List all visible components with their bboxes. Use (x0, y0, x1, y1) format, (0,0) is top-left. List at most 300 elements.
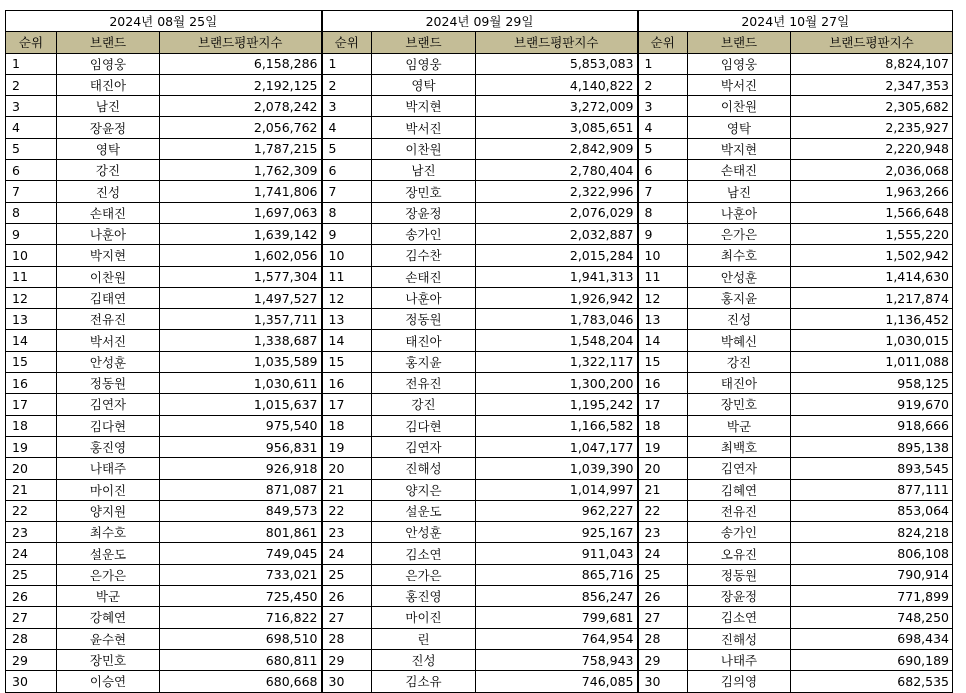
rank-cell: 13 (322, 309, 372, 330)
rank-cell: 29 (322, 649, 372, 670)
reputation-index-cell: 926,918 (160, 458, 322, 479)
table-row (6, 330, 953, 351)
table-row (6, 394, 953, 415)
brand-name-cell: 전유진 (372, 373, 476, 394)
rank-cell: 5 (322, 138, 372, 159)
reputation-index-cell: 919,670 (791, 394, 953, 415)
rank-cell: 14 (322, 330, 372, 351)
brand-name-cell: 진해성 (688, 628, 791, 649)
brand-name-cell: 은가은 (688, 223, 791, 244)
brand-name-cell: 홍지윤 (688, 287, 791, 308)
reputation-index-cell: 1,502,942 (791, 245, 953, 266)
reputation-index-cell: 1,762,309 (160, 160, 322, 181)
rank-cell: 17 (638, 394, 688, 415)
rank-cell: 10 (322, 245, 372, 266)
table-row (6, 138, 953, 159)
table-row (6, 373, 953, 394)
rank-cell: 2 (322, 74, 372, 95)
rank-cell: 23 (322, 522, 372, 543)
column-header-row (6, 32, 953, 53)
reputation-index-cell: 1,926,942 (476, 287, 638, 308)
rank-cell: 1 (6, 53, 57, 74)
rank-cell: 30 (6, 671, 57, 692)
reputation-index-cell: 806,108 (791, 543, 953, 564)
rank-header: 순위 (322, 32, 372, 53)
brand-name-cell: 김연자 (372, 436, 476, 457)
rank-cell: 10 (638, 245, 688, 266)
reputation-index-cell: 1,963,266 (791, 181, 953, 202)
rank-cell: 13 (638, 309, 688, 330)
reputation-index-cell: 2,220,948 (791, 138, 953, 159)
brand-name-cell: 박지현 (688, 138, 791, 159)
brand-name-cell: 최수호 (57, 522, 160, 543)
brand-name-cell: 임영웅 (688, 53, 791, 74)
reputation-index-cell: 799,681 (476, 607, 638, 628)
reputation-index-cell: 1,787,215 (160, 138, 322, 159)
reputation-index-cell: 698,510 (160, 628, 322, 649)
brand-name-cell: 설운도 (57, 543, 160, 564)
rank-cell: 18 (322, 415, 372, 436)
rank-cell: 2 (6, 74, 57, 95)
brand-name-cell: 장윤정 (57, 117, 160, 138)
reputation-index-cell: 680,668 (160, 671, 322, 692)
brand-name-cell: 김소연 (688, 607, 791, 628)
reputation-index-cell: 849,573 (160, 500, 322, 521)
reputation-index-cell: 824,218 (791, 522, 953, 543)
brand-name-cell: 박서진 (57, 330, 160, 351)
brand-name-cell: 이찬원 (57, 266, 160, 287)
brand-name-cell: 영탁 (688, 117, 791, 138)
rank-cell: 23 (638, 522, 688, 543)
rank-cell: 12 (6, 287, 57, 308)
brand-name-cell: 홍진영 (372, 586, 476, 607)
brand-name-cell: 영탁 (57, 138, 160, 159)
brand-name-cell: 태진아 (372, 330, 476, 351)
rank-cell: 26 (638, 586, 688, 607)
rank-cell: 27 (638, 607, 688, 628)
reputation-index-cell: 3,272,009 (476, 96, 638, 117)
brand-name-cell: 손태진 (372, 266, 476, 287)
brand-name-cell: 강진 (372, 394, 476, 415)
brand-name-cell: 태진아 (57, 74, 160, 95)
table-row (6, 202, 953, 223)
brand-name-cell: 김다현 (372, 415, 476, 436)
brand-header: 브랜드 (688, 32, 791, 53)
rank-cell: 18 (6, 415, 57, 436)
table-row (6, 564, 953, 585)
reputation-index-cell: 1,035,589 (160, 351, 322, 372)
brand-name-cell: 박지현 (57, 245, 160, 266)
brand-name-cell: 김소연 (372, 543, 476, 564)
brand-name-cell: 안성훈 (688, 266, 791, 287)
reputation-index-cell: 958,125 (791, 373, 953, 394)
brand-name-cell: 정동원 (57, 373, 160, 394)
rank-cell: 16 (638, 373, 688, 394)
table-row (6, 522, 953, 543)
brand-name-cell: 설운도 (372, 500, 476, 521)
rank-cell: 16 (6, 373, 57, 394)
brand-name-cell: 박군 (688, 415, 791, 436)
rank-cell: 7 (638, 181, 688, 202)
rank-cell: 21 (638, 479, 688, 500)
reputation-index-cell: 1,217,874 (791, 287, 953, 308)
rank-cell: 8 (322, 202, 372, 223)
reputation-index-cell: 856,247 (476, 586, 638, 607)
brand-name-cell: 박서진 (688, 74, 791, 95)
rank-cell: 17 (322, 394, 372, 415)
brand-name-cell: 박서진 (372, 117, 476, 138)
rank-cell: 5 (638, 138, 688, 159)
brand-name-cell: 은가은 (57, 564, 160, 585)
reputation-index-cell: 1,015,637 (160, 394, 322, 415)
brand-name-cell: 린 (372, 628, 476, 649)
rank-cell: 15 (6, 351, 57, 372)
rank-header: 순위 (638, 32, 688, 53)
reputation-index-cell: 2,056,762 (160, 117, 322, 138)
reputation-index-cell: 764,954 (476, 628, 638, 649)
brand-name-cell: 은가은 (372, 564, 476, 585)
reputation-index-cell: 956,831 (160, 436, 322, 457)
table-row (6, 607, 953, 628)
rank-cell: 8 (638, 202, 688, 223)
brand-name-cell: 남진 (57, 96, 160, 117)
brand-name-cell: 정동원 (688, 564, 791, 585)
table-row (6, 245, 953, 266)
rank-cell: 13 (6, 309, 57, 330)
brand-name-cell: 진성 (372, 649, 476, 670)
table-row (6, 500, 953, 521)
brand-name-cell: 정동원 (372, 309, 476, 330)
brand-name-cell: 안성훈 (372, 522, 476, 543)
rank-cell: 21 (6, 479, 57, 500)
brand-name-cell: 진성 (57, 181, 160, 202)
reputation-index-cell: 2,032,887 (476, 223, 638, 244)
brand-name-cell: 진성 (688, 309, 791, 330)
brand-name-cell: 장민호 (57, 649, 160, 670)
reputation-index-cell: 1,566,648 (791, 202, 953, 223)
index-header: 브랜드평판지수 (791, 32, 953, 53)
date-header: 2024년 10월 27일 (638, 11, 953, 32)
reputation-index-cell: 801,861 (160, 522, 322, 543)
reputation-index-cell: 1,011,088 (791, 351, 953, 372)
brand-name-cell: 이찬원 (688, 96, 791, 117)
rank-cell: 22 (638, 500, 688, 521)
rank-cell: 20 (6, 458, 57, 479)
brand-name-cell: 나태주 (57, 458, 160, 479)
rank-cell: 12 (638, 287, 688, 308)
brand-name-cell: 최백호 (688, 436, 791, 457)
brand-name-cell: 홍진영 (57, 436, 160, 457)
rank-cell: 26 (322, 586, 372, 607)
rank-cell: 14 (638, 330, 688, 351)
date-header: 2024년 08월 25일 (6, 11, 322, 32)
brand-name-cell: 남진 (688, 181, 791, 202)
table-row (6, 586, 953, 607)
reputation-index-cell: 1,602,056 (160, 245, 322, 266)
table-row (6, 181, 953, 202)
rank-cell: 1 (638, 53, 688, 74)
reputation-index-cell: 925,167 (476, 522, 638, 543)
table-row (6, 53, 953, 74)
table-row (6, 628, 953, 649)
reputation-index-cell: 911,043 (476, 543, 638, 564)
reputation-index-cell: 1,039,390 (476, 458, 638, 479)
rank-cell: 26 (6, 586, 57, 607)
brand-name-cell: 전유진 (688, 500, 791, 521)
reputation-index-cell: 716,822 (160, 607, 322, 628)
brand-name-cell: 장민호 (372, 181, 476, 202)
reputation-index-cell: 918,666 (791, 415, 953, 436)
reputation-index-cell: 865,716 (476, 564, 638, 585)
reputation-index-cell: 2,235,927 (791, 117, 953, 138)
brand-name-cell: 윤수현 (57, 628, 160, 649)
reputation-index-cell: 853,064 (791, 500, 953, 521)
reputation-index-cell: 1,548,204 (476, 330, 638, 351)
rank-cell: 10 (6, 245, 57, 266)
rank-cell: 20 (322, 458, 372, 479)
brand-name-cell: 임영웅 (57, 53, 160, 74)
reputation-index-cell: 975,540 (160, 415, 322, 436)
brand-name-cell: 전유진 (57, 309, 160, 330)
rank-cell: 4 (322, 117, 372, 138)
rank-cell: 9 (322, 223, 372, 244)
rank-cell: 14 (6, 330, 57, 351)
reputation-index-cell: 698,434 (791, 628, 953, 649)
table-row (6, 266, 953, 287)
reputation-index-cell: 2,322,996 (476, 181, 638, 202)
brand-name-cell: 나훈아 (372, 287, 476, 308)
rank-cell: 24 (6, 543, 57, 564)
reputation-index-cell: 3,085,651 (476, 117, 638, 138)
reputation-index-cell: 1,639,142 (160, 223, 322, 244)
rank-cell: 30 (638, 671, 688, 692)
reputation-index-cell: 1,136,452 (791, 309, 953, 330)
reputation-index-cell: 1,697,063 (160, 202, 322, 223)
table-row (6, 458, 953, 479)
brand-name-cell: 김소유 (372, 671, 476, 692)
rank-cell: 7 (6, 181, 57, 202)
ranking-table-container (5, 10, 953, 693)
table-row (6, 436, 953, 457)
brand-name-cell: 장윤정 (688, 586, 791, 607)
rank-cell: 29 (6, 649, 57, 670)
rank-cell: 20 (638, 458, 688, 479)
brand-name-cell: 손태진 (688, 160, 791, 181)
brand-name-cell: 김다현 (57, 415, 160, 436)
table-row (6, 415, 953, 436)
brand-name-cell: 김수찬 (372, 245, 476, 266)
reputation-index-cell: 1,014,997 (476, 479, 638, 500)
table-row (6, 671, 953, 692)
rank-cell: 3 (6, 96, 57, 117)
rank-cell: 25 (322, 564, 372, 585)
rank-cell: 18 (638, 415, 688, 436)
rank-header: 순위 (6, 32, 57, 53)
rank-cell: 1 (322, 53, 372, 74)
table-body (6, 53, 953, 692)
rank-cell: 9 (6, 223, 57, 244)
reputation-index-cell: 1,030,015 (791, 330, 953, 351)
brand-name-cell: 최수호 (688, 245, 791, 266)
index-header: 브랜드평판지수 (160, 32, 322, 53)
rank-cell: 22 (322, 500, 372, 521)
table-row (6, 543, 953, 564)
brand-name-cell: 양지원 (57, 500, 160, 521)
rank-cell: 24 (322, 543, 372, 564)
brand-header: 브랜드 (57, 32, 160, 53)
rank-cell: 30 (322, 671, 372, 692)
rank-cell: 17 (6, 394, 57, 415)
rank-cell: 6 (6, 160, 57, 181)
reputation-index-cell: 1,497,527 (160, 287, 322, 308)
rank-cell: 5 (6, 138, 57, 159)
reputation-index-cell: 790,914 (791, 564, 953, 585)
reputation-index-cell: 1,577,304 (160, 266, 322, 287)
index-header: 브랜드평판지수 (476, 32, 638, 53)
rank-cell: 16 (322, 373, 372, 394)
reputation-index-cell: 1,030,611 (160, 373, 322, 394)
reputation-index-cell: 746,085 (476, 671, 638, 692)
rank-cell: 19 (638, 436, 688, 457)
reputation-index-cell: 1,941,313 (476, 266, 638, 287)
brand-name-cell: 임영웅 (372, 53, 476, 74)
reputation-index-cell: 1,555,220 (791, 223, 953, 244)
reputation-index-cell: 6,158,286 (160, 53, 322, 74)
rank-cell: 12 (322, 287, 372, 308)
brand-name-cell: 이찬원 (372, 138, 476, 159)
reputation-index-cell: 2,078,242 (160, 96, 322, 117)
rank-cell: 27 (322, 607, 372, 628)
brand-name-cell: 영탁 (372, 74, 476, 95)
reputation-index-cell: 2,842,909 (476, 138, 638, 159)
table-row (6, 223, 953, 244)
reputation-index-cell: 1,166,582 (476, 415, 638, 436)
rank-cell: 28 (6, 628, 57, 649)
brand-name-cell: 김의영 (688, 671, 791, 692)
table-row (6, 309, 953, 330)
table-row (6, 117, 953, 138)
reputation-index-cell: 1,047,177 (476, 436, 638, 457)
brand-name-cell: 마이진 (57, 479, 160, 500)
reputation-index-cell: 748,250 (791, 607, 953, 628)
rank-cell: 19 (6, 436, 57, 457)
brand-name-cell: 양지은 (372, 479, 476, 500)
reputation-index-cell: 5,853,083 (476, 53, 638, 74)
rank-cell: 8 (6, 202, 57, 223)
brand-name-cell: 태진아 (688, 373, 791, 394)
brand-name-cell: 나훈아 (57, 223, 160, 244)
brand-reputation-table (5, 10, 953, 693)
brand-name-cell: 나태주 (688, 649, 791, 670)
brand-name-cell: 진해성 (372, 458, 476, 479)
reputation-index-cell: 8,824,107 (791, 53, 953, 74)
brand-name-cell: 송가인 (372, 223, 476, 244)
rank-cell: 7 (322, 181, 372, 202)
rank-cell: 6 (322, 160, 372, 181)
brand-name-cell: 강혜연 (57, 607, 160, 628)
rank-cell: 4 (6, 117, 57, 138)
rank-cell: 22 (6, 500, 57, 521)
brand-name-cell: 이승연 (57, 671, 160, 692)
reputation-index-cell: 749,045 (160, 543, 322, 564)
reputation-index-cell: 1,414,630 (791, 266, 953, 287)
reputation-index-cell: 1,300,200 (476, 373, 638, 394)
rank-cell: 9 (638, 223, 688, 244)
reputation-index-cell: 877,111 (791, 479, 953, 500)
brand-name-cell: 장민호 (688, 394, 791, 415)
brand-name-cell: 장윤정 (372, 202, 476, 223)
brand-name-cell: 홍지윤 (372, 351, 476, 372)
reputation-index-cell: 1,357,711 (160, 309, 322, 330)
rank-cell: 28 (638, 628, 688, 649)
rank-cell: 3 (322, 96, 372, 117)
rank-cell: 11 (6, 266, 57, 287)
brand-name-cell: 김연자 (688, 458, 791, 479)
rank-cell: 6 (638, 160, 688, 181)
rank-cell: 25 (638, 564, 688, 585)
rank-cell: 19 (322, 436, 372, 457)
table-row (6, 351, 953, 372)
brand-name-cell: 박혜신 (688, 330, 791, 351)
rank-cell: 25 (6, 564, 57, 585)
rank-cell: 15 (638, 351, 688, 372)
reputation-index-cell: 1,783,046 (476, 309, 638, 330)
reputation-index-cell: 680,811 (160, 649, 322, 670)
reputation-index-cell: 758,943 (476, 649, 638, 670)
brand-name-cell: 김연자 (57, 394, 160, 415)
brand-name-cell: 송가인 (688, 522, 791, 543)
brand-header: 브랜드 (372, 32, 476, 53)
brand-name-cell: 강진 (57, 160, 160, 181)
brand-name-cell: 손태진 (57, 202, 160, 223)
reputation-index-cell: 962,227 (476, 500, 638, 521)
reputation-index-cell: 733,021 (160, 564, 322, 585)
reputation-index-cell: 682,535 (791, 671, 953, 692)
brand-name-cell: 안성훈 (57, 351, 160, 372)
reputation-index-cell: 895,138 (791, 436, 953, 457)
reputation-index-cell: 893,545 (791, 458, 953, 479)
date-header-row (6, 11, 953, 32)
reputation-index-cell: 1,322,117 (476, 351, 638, 372)
table-row (6, 96, 953, 117)
rank-cell: 15 (322, 351, 372, 372)
reputation-index-cell: 771,899 (791, 586, 953, 607)
brand-name-cell: 강진 (688, 351, 791, 372)
reputation-index-cell: 871,087 (160, 479, 322, 500)
reputation-index-cell: 690,189 (791, 649, 953, 670)
reputation-index-cell: 1,195,242 (476, 394, 638, 415)
brand-name-cell: 김혜연 (688, 479, 791, 500)
reputation-index-cell: 2,305,682 (791, 96, 953, 117)
rank-cell: 3 (638, 96, 688, 117)
reputation-index-cell: 1,741,806 (160, 181, 322, 202)
brand-name-cell: 박지현 (372, 96, 476, 117)
rank-cell: 27 (6, 607, 57, 628)
rank-cell: 2 (638, 74, 688, 95)
table-row (6, 160, 953, 181)
reputation-index-cell: 2,076,029 (476, 202, 638, 223)
brand-name-cell: 박군 (57, 586, 160, 607)
date-header: 2024년 09월 29일 (322, 11, 638, 32)
brand-name-cell: 남진 (372, 160, 476, 181)
reputation-index-cell: 1,338,687 (160, 330, 322, 351)
table-row (6, 74, 953, 95)
brand-name-cell: 나훈아 (688, 202, 791, 223)
rank-cell: 24 (638, 543, 688, 564)
rank-cell: 29 (638, 649, 688, 670)
rank-cell: 4 (638, 117, 688, 138)
rank-cell: 11 (638, 266, 688, 287)
